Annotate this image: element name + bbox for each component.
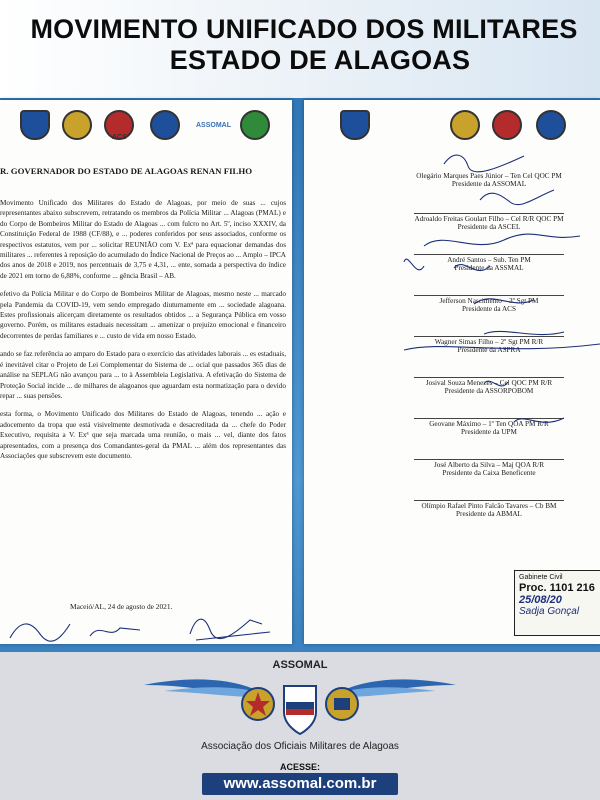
letter-paragraph: ando se faz referência ao amparo do Estado para o exercício das atividades laborais ... es estaduais, é inevitável citar o Projeto de Lei Complementar do Sistema de ... ocial que passados 365 dias de análise na SEPLAG não avançou para ... to à Assembleia Legislativa. A efetivação do Sistema de Proteção Social incide ... de milhares de alagoanos que aguardam esta normatização para o devido repar ... suas pensões. bbox=[0, 350, 286, 400]
association-logos-right bbox=[304, 110, 600, 144]
shield-emblem-icon bbox=[536, 110, 566, 140]
brand-name: ASSOMAL bbox=[272, 659, 328, 671]
signer-name: José Alberto da Silva – Maj QOA R/R bbox=[414, 459, 564, 469]
assomal-logo-icon bbox=[238, 672, 362, 742]
signer-role: Presidente da ASSORPOBOM bbox=[444, 387, 534, 395]
signer-name: Jefferson Nascimento – 3º Sgt PM bbox=[414, 295, 564, 305]
handwritten-signatures bbox=[0, 610, 292, 644]
website-link[interactable]: www.assomal.com.br bbox=[202, 773, 398, 795]
signer-role: Presidente da ACS bbox=[462, 305, 516, 313]
signer-name: Olímpio Rafael Pinto Falcão Tavares – Cb BM bbox=[414, 500, 564, 510]
signer-role: Presidente da UPM bbox=[461, 428, 517, 436]
stamp-office: Gabinete Civil bbox=[519, 574, 563, 581]
letter-body bbox=[0, 198, 286, 469]
stamp-date: 25/08/20 bbox=[519, 594, 562, 606]
signer-name: Adroaldo Freitas Goulart Filho – Cel R/R QOC PM bbox=[414, 215, 564, 223]
signer-role: Presidente da ASSMAL bbox=[454, 264, 524, 272]
signer-name: Wagner Simas Filho – 2º Sgt PM R/R bbox=[414, 336, 564, 346]
handwritten-signatures bbox=[304, 150, 600, 480]
headline-line-2: ESTADO DE ALAGOAS bbox=[169, 45, 471, 75]
signer-role: Presidente da ASSOMAL bbox=[451, 180, 527, 188]
cta-label: ACESSE: bbox=[279, 762, 320, 772]
shield-emblem-icon bbox=[150, 110, 180, 140]
green-seal-icon bbox=[240, 110, 270, 140]
star-emblem-icon bbox=[62, 110, 92, 140]
signer-role: Presidente da ASPRA bbox=[457, 346, 521, 354]
signer-name: André Santos – Sub. Ten PM bbox=[414, 254, 564, 264]
assomal-logo-label: ASSOMAL bbox=[196, 122, 231, 129]
headline bbox=[0, 14, 600, 76]
signer-name: Geovane Máximo – 1º Ten QOA PM R/R bbox=[414, 418, 564, 428]
right-wing-icon bbox=[346, 677, 456, 699]
signer-name: Josival Souza Menezes – Cel QOC PM R/R bbox=[414, 377, 564, 387]
acs-logo-label: ACS bbox=[112, 134, 127, 141]
signer-role: Presidente da ABMAL bbox=[456, 510, 522, 518]
signer-name: Olegário Marques Paes Júnior – Ten Cel QOC PM bbox=[416, 172, 562, 180]
headline-line-1: MOVIMENTO UNIFICADO DOS MILITARES bbox=[30, 14, 578, 44]
protocol-stamp bbox=[514, 570, 600, 636]
star-emblem-icon bbox=[450, 110, 480, 140]
acs-emblem-icon bbox=[492, 110, 522, 140]
brand-subtitle: Associação dos Oficiais Militares de Alagoas bbox=[201, 741, 399, 752]
letter-paragraph: Movimento Unificado dos Militares do Estado de Alagoas, por meio de suas ... cujos representantes abaixo subscrevem, retratando os membros da Polícia Militar ... Alagoas (PMAL) e do Corpo de Bombeiros Militar do Estado de Alagoas ... com fulcro no Art. 5º, inciso XXXIV, da Constituição Federal de 1988 (CF/88), e ... poderes conferidos por seus associados, conforme os respectivos estatutos, vem por ... solicitar REUNIÃO com V. Exª para equacionar demandas dos militares ... referentes à reposição do acumulado do Índice Nacional de Preços ao ... Amplo – IPCA dos anos de 2018 e 2019, nos percentuais de 3,75 e 4,31, ... ente, somada a perspectiva do índice de 2021 em torno de 6,88%, conforme ... gência Brasil – AB. bbox=[0, 199, 286, 280]
letter-addressee: R. GOVERNADOR DO ESTADO DE ALAGOAS RENAN FILHO bbox=[0, 166, 253, 176]
signer-role: Presidente da ASCEL bbox=[457, 223, 521, 231]
signatures-page bbox=[304, 100, 600, 644]
letter-paragraph: efetivo da Polícia Militar e do Corpo de Bombeiros Militar de Alagoas, mesmo neste ... marcado pela Pandemia da COVID-19, vem sendo empregado diuturnamente em ... sociedade alagoana. Estes profissionais alicerçam diretamente os resultados obtidos ... a Segurança Pública em vosso governo. Porém, os militares estaduais necessitam ... amenizar o prejuízo emocional e financeiro decorrentes de perdas familiares e ... custo de vida em nosso Estado. bbox=[0, 290, 286, 340]
association-logos bbox=[0, 110, 292, 144]
letter-date: Maceió/AL, 24 de agosto de 2021. bbox=[70, 602, 173, 611]
pm-badge-icon bbox=[340, 110, 370, 140]
stamp-proc: Proc. 1101 216 bbox=[519, 582, 595, 594]
letter-paragraph: esta forma, o Movimento Unificado dos Militares do Estado de Alagoas, tenendo ... ação e adocemento da tropa que está visivelmente desmotivada e desacreditada da ... chefe do Poder Executivo, requisita a V. Exª que seja marcada uma reunião, o mais ... vel, diante dos fatos apresentados, com a presença dos Comandantes-geral da PMAL ... além dos representantes das Associações que subscrevem este documento. bbox=[0, 410, 286, 460]
signature-block bbox=[384, 500, 594, 541]
stamp-clerk: Sadja Gonçal bbox=[519, 606, 580, 617]
signer-role: Presidente da Caixa Beneficente bbox=[442, 469, 536, 477]
letter-page bbox=[0, 100, 292, 644]
pm-badge-icon bbox=[20, 110, 50, 140]
